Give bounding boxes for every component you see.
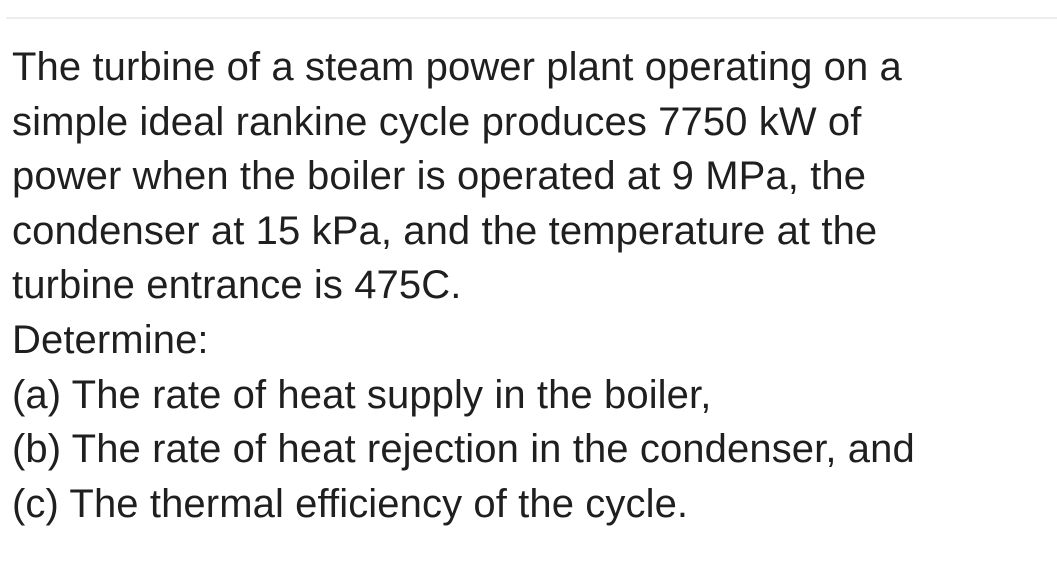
question-part-c: (c) The thermal efficiency of the cycle.	[12, 481, 689, 526]
statement-line: condenser at 15 kPa, and the temperature at the	[12, 208, 878, 253]
top-divider	[6, 17, 1057, 19]
question-part-a: (a) The rate of heat supply in the boiler,	[12, 372, 712, 417]
problem-text	[12, 40, 1052, 531]
statement-line: The turbine of a steam power plant operating on a	[12, 45, 902, 89]
statement-line: simple ideal rankine cycle produces 7750 kW of	[12, 99, 862, 144]
statement-line: power when the boiler is operated at 9 MPa, the	[12, 154, 867, 199]
statement-line: turbine entrance is 475C.	[12, 263, 462, 308]
question-part-b: (b) The rate of heat rejection in the condenser, and	[12, 427, 915, 472]
determine-prompt: Determine:	[12, 317, 209, 362]
